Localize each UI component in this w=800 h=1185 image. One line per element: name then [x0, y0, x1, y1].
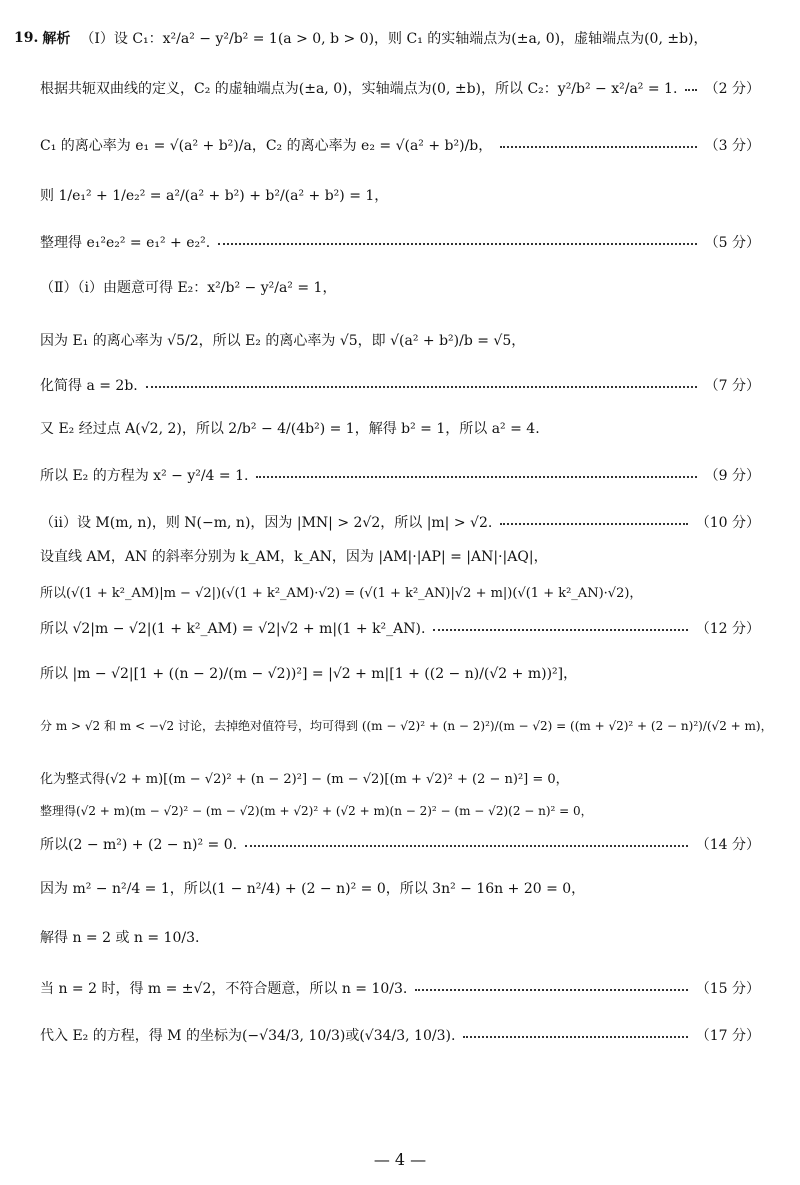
solution-line — [40, 330, 760, 350]
line-text: （Ⅱ）（ⅰ）由题意可得 E₂：x²/b² − y²/a² = 1， — [40, 280, 337, 296]
line-text: 化为整式得(√2 + m)[(m − √2)² + (n − 2)²] − (m − √2)[(m + √2)² + (2 − n)²] = 0， — [40, 772, 569, 787]
solution-line — [40, 418, 760, 438]
line-text: 则 1/e₁² + 1/e₂² = a²/(a² + b²) + b²/(a² + b²) = 1， — [40, 188, 389, 204]
line-text: C₁ 的离心率为 e₁ = √(a² + b²)/a，C₂ 的离心率为 e₂ = √(a² + b²)/b， — [40, 138, 493, 154]
line-text: 又 E₂ 经过点 A(√2, 2)，所以 2/b² − 4/(4b²) = 1，解得 b² = 1，所以 a² = 4. — [40, 421, 540, 437]
solution-line — [40, 375, 760, 395]
score-label: （5 分） — [704, 235, 760, 251]
score-label: （3 分） — [704, 138, 760, 154]
solution-line — [40, 277, 760, 297]
solution-line — [14, 28, 760, 48]
solution-line — [40, 802, 760, 819]
line-text: 解得 n = 2 或 n = 10/3. — [40, 930, 200, 946]
solution-line — [40, 663, 760, 683]
line-text: 因为 m² − n²/4 = 1，所以(1 − n²/4) + (2 − n)² = 0，所以 3n² − 16n + 20 = 0， — [40, 881, 586, 897]
line-text: 整理得(√2 + m)(m − √2)² − (m − √2)(m + √2)² + (√2 + m)(n − 2)² − (m − √2)(2 − n)² = 0， — [40, 804, 593, 818]
line-text: 所以 √2|m − √2|(1 + k²_AM) = √2|√2 + m|(1 + k²_AN). — [40, 621, 426, 637]
solution-line — [40, 768, 760, 787]
leader-dots — [146, 386, 697, 388]
leader-dots — [500, 146, 696, 148]
score-label: （17 分） — [695, 1028, 760, 1044]
solution-line — [40, 717, 773, 734]
solution-line — [40, 78, 760, 98]
leader-dots — [415, 989, 687, 991]
line-text: 设直线 AM，AN 的斜率分别为 k_AM，k_AN，因为 |AM|·|AP| = |AN|·|AQ|， — [40, 549, 548, 565]
page-number: — 4 — — [373, 1150, 427, 1169]
solution-line — [40, 1025, 760, 1045]
solution-line — [40, 512, 760, 532]
score-label: （15 分） — [695, 981, 760, 997]
solution-line — [40, 185, 760, 205]
leader-dots — [218, 243, 696, 245]
leader-dots — [256, 476, 696, 478]
line-text: （ⅱ）设 M(m, n)，则 N(−m, n)，因为 |MN| > 2√2，所以 |m| > √2. — [40, 515, 493, 531]
solution-line — [40, 546, 760, 566]
line-text: （Ⅰ）设 C₁：x²/a² − y²/b² = 1(a > 0, b > 0)，则 C₁ 的实轴端点为(±a, 0)，虚轴端点为(0, ±b)， — [80, 31, 708, 47]
solution-line — [40, 878, 760, 898]
leader-dots — [500, 523, 687, 525]
leader-dots — [245, 845, 688, 847]
line-text: 因为 E₁ 的离心率为 √5/2，所以 E₂ 的离心率为 √5，即 √(a² + b²)/b = √5， — [40, 333, 526, 349]
solution-line — [40, 232, 760, 252]
leader-dots — [433, 629, 687, 631]
solution-line — [40, 978, 760, 998]
score-label: （10 分） — [695, 515, 760, 531]
solution-line — [40, 834, 760, 854]
leader-dots — [463, 1036, 687, 1038]
score-label: （2 分） — [704, 81, 760, 97]
line-text: 当 n = 2 时，得 m = ±√2，不符合题意，所以 n = 10/3. — [40, 981, 408, 997]
leader-dots — [685, 89, 696, 91]
score-label: （12 分） — [695, 621, 760, 637]
line-text: 根据共轭双曲线的定义，C₂ 的虚轴端点为(±a, 0)，实轴端点为(0, ±b)，所以 C₂：y²/b² − x²/a² = 1. — [40, 81, 678, 97]
line-text: 代入 E₂ 的方程，得 M 的坐标为(−√34/3, 10/3)或(√34/3, 10/3). — [40, 1028, 456, 1044]
lead-label: 解析 — [42, 31, 71, 47]
solution-line — [40, 582, 760, 601]
solution-line — [40, 135, 760, 155]
score-label: （14 分） — [695, 837, 760, 853]
line-text: 所以 |m − √2|[1 + ((n − 2)/(m − √2))²] = |√2 + m|[1 + ((2 − n)/(√2 + m))²]， — [40, 666, 578, 682]
line-text: 所以(√(1 + k²_AM)|m − √2|)(√(1 + k²_AM)·√2) = (√(1 + k²_AN)|√2 + m|)(√(1 + k²_AN)·√2)， — [40, 586, 643, 601]
line-text: 所以(2 − m²) + (2 − n)² = 0. — [40, 837, 238, 853]
line-text: 整理得 e₁²e₂² = e₁² + e₂². — [40, 235, 211, 251]
solution-line — [40, 465, 760, 485]
score-label: （7 分） — [704, 378, 760, 394]
solution-line — [40, 618, 760, 638]
line-text: 所以 E₂ 的方程为 x² − y²/4 = 1. — [40, 468, 249, 484]
line-text: 分 m > √2 和 m < −√2 讨论，去掉绝对值符号，均可得到 ((m − √2)² + (n − 2)²)/(m − √2) = ((m + √2)² + (2 − n)²)/(√2 + m)， — [40, 719, 773, 733]
solution-line — [40, 927, 760, 947]
problem-number: 19. — [14, 30, 39, 46]
score-label: （9 分） — [704, 468, 760, 484]
line-text: 化简得 a = 2b. — [40, 378, 138, 394]
